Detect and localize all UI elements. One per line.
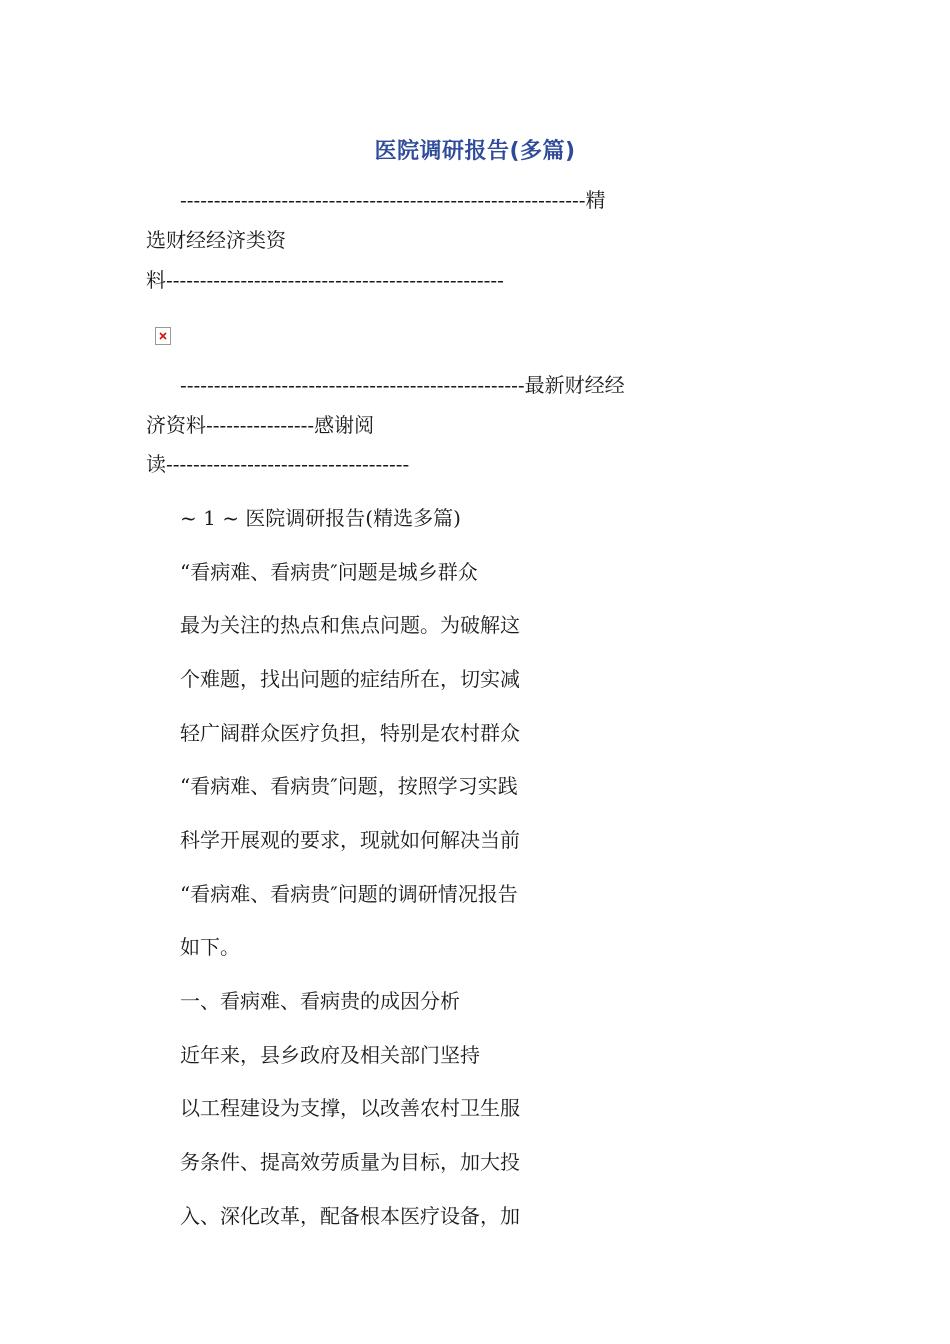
header-line-3: 料-------------------------------------------------- [146,268,504,292]
body-line: 最为关注的热点和焦点问题。为破解这 [180,613,520,637]
body-line: ~ 1 ~ 医院调研报告(精选多篇) [180,506,461,530]
body-line: 近年来，县乡政府及相关部门坚持 [180,1043,480,1067]
body-line: 入、深化改革，配备根本医疗设备，加 [180,1204,520,1228]
sub-header-line-1: ---------------------------------------------------最新财经经 [180,373,625,397]
page-title: 医院调研报告(多篇) [374,139,576,164]
sub-header-line-3: 读------------------------------------ [146,452,410,476]
body-line: 个难题，找出问题的症结所在，切实减 [180,667,520,691]
body-line: 轻广阔群众医疗负担，特别是农村群众 [180,721,520,745]
body-line: “看病难、看病贵″问题的调研情况报告 [180,882,518,906]
body-line: “看病难、看病贵″问题是城乡群众 [180,560,478,584]
section-heading: 一、看病难、看病贵的成因分析 [180,989,460,1013]
body-line: “看病难、看病贵″问题，按照学习实践 [180,774,518,798]
body-line: 以工程建设为支撑，以改善农村卫生服 [180,1096,520,1120]
sub-header-line-2: 济资料----------------感谢阅 [146,413,375,437]
header-line-2: 选财经经济类资 [146,228,286,252]
broken-image-icon [155,327,171,345]
header-line-1: ------------------------------------------------------------精 [180,188,606,212]
body-line: 科学开展观的要求，现就如何解决当前 [180,828,520,852]
body-line: 如下。 [180,935,240,959]
body-line: 务条件、提高效劳质量为目标，加大投 [180,1150,520,1174]
